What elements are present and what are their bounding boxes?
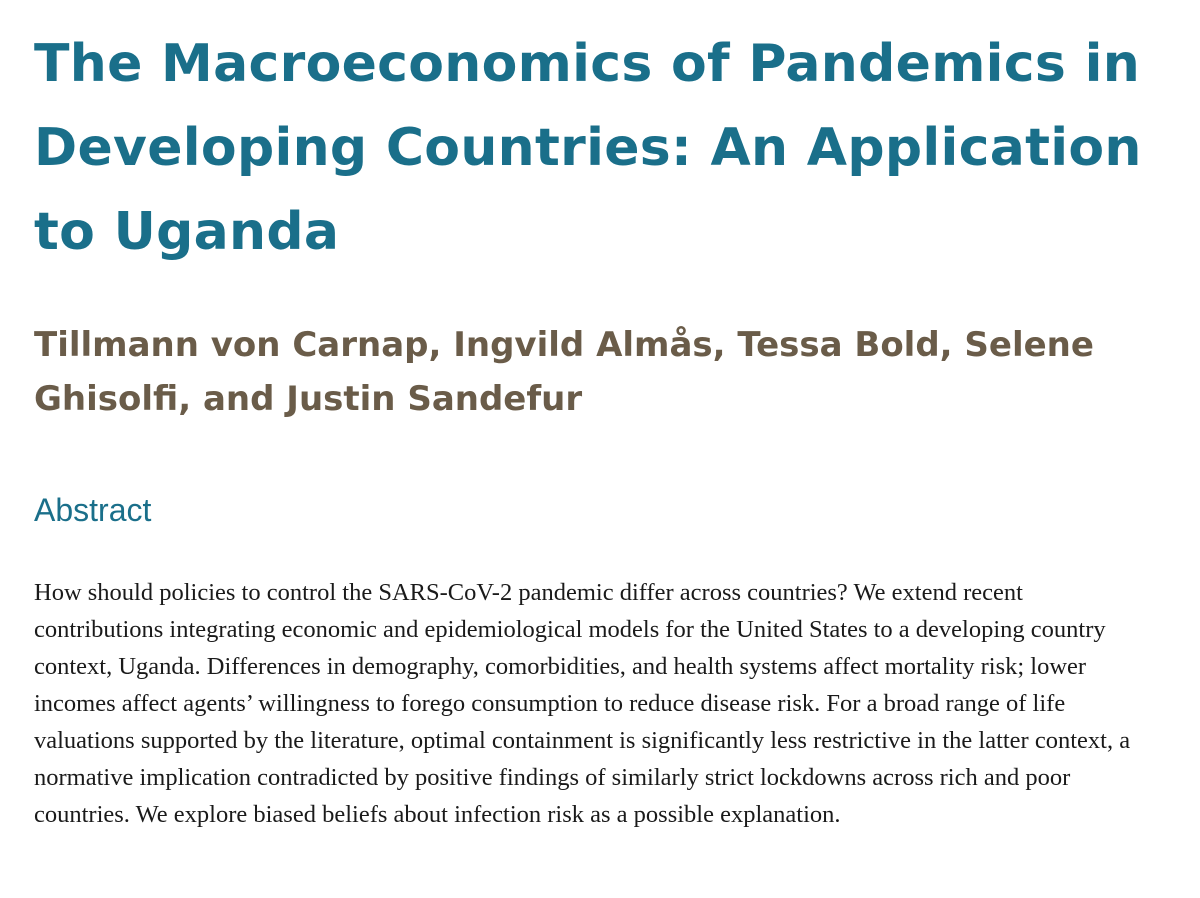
paper-authors: Tillmann von Carnap, Ingvild Almås, Tessa Bold, Selene Ghisolfi, and Justin Sandefur	[34, 325, 1094, 419]
paper-title: The Macroeconomics of Pandemics in Developing Countries: An Application to Uganda	[34, 34, 1142, 262]
abstract-text: How should policies to control the SARS-CoV-2 pandemic differ across countries? We extend recent contributions integrating economic and epidemiological models for the United States to a developing country context, Uganda. Differences in demography, comorbidities, and health systems affect mortality risk; lower incomes affect agents’ willingness to forego consumption to reduce disease risk. For a broad range of life valuations supported by the literature, optimal containment is significantly less restrictive in the latter context, a normative implication contradicted by positive findings of similarly strict lockdowns across rich and poor countries. We explore biased beliefs about infection risk as a possible explanation.	[34, 579, 1131, 828]
abstract-heading: Abstract	[34, 492, 152, 528]
paper-page	[34, 22, 1174, 833]
